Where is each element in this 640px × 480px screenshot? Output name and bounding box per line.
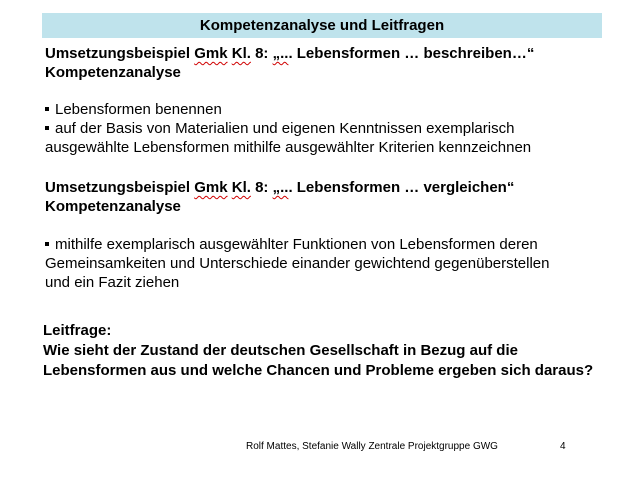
- grade-number: 8:: [250, 179, 273, 196]
- example-suffix: . Lebensformen … vergleichen“: [288, 179, 515, 196]
- analysis-label: Kompetenzanalyse: [45, 64, 181, 81]
- bullet-continuation: Gemeinsamkeiten und Unterschiede einander gewichtend gegenüberstellen: [45, 255, 550, 272]
- subject-abbrev: Gmk: [194, 179, 228, 196]
- section-vergleichen: [45, 178, 514, 216]
- footer-credit: Rolf Mattes, Stefanie Wally Zentrale Projektgruppe GWG: [246, 441, 498, 452]
- example-prefix: Umsetzungsbeispiel: [45, 179, 195, 196]
- guiding-question-label: Leitfrage:: [43, 322, 112, 339]
- guiding-question: [43, 321, 593, 381]
- bullet-square-icon: [45, 242, 49, 246]
- bullet-square-icon: [45, 107, 49, 111]
- example-suffix: . Lebensformen … beschreiben…“: [288, 45, 535, 62]
- grade-abbrev: Kl.: [231, 179, 251, 196]
- bullet-continuation: ausgewählte Lebensformen mithilfe ausgewählter Kriterien kennzeichnen: [45, 139, 532, 156]
- analysis-label: Kompetenzanalyse: [45, 198, 181, 215]
- grade-number: 8:: [250, 45, 273, 62]
- example-heading: [45, 44, 534, 63]
- quote-open: „..: [272, 45, 289, 62]
- guiding-question-line: Wie sieht der Zustand der deutschen Gesellschaft in Bezug auf die: [43, 342, 518, 359]
- bullet-square-icon: [45, 126, 49, 130]
- page-number: 4: [560, 441, 566, 452]
- section-beschreiben: [45, 44, 534, 82]
- bullet-continuation: und ein Fazit ziehen: [45, 274, 180, 291]
- bullet-text: auf der Basis von Materialien und eigenen Kenntnissen exemplarisch: [55, 120, 515, 137]
- bullet-item: [45, 119, 531, 138]
- guiding-question-line: Lebensformen aus und welche Chancen und Probleme ergeben sich daraus?: [43, 362, 594, 379]
- bullet-item: [45, 235, 550, 254]
- bullet-item: [45, 100, 531, 119]
- bullet-text: Lebensformen benennen: [55, 101, 222, 118]
- slide-title-bar: [42, 13, 602, 38]
- example-heading: [45, 178, 514, 197]
- subject-abbrev: Gmk: [194, 45, 228, 62]
- bullet-list-beschreiben: [45, 100, 531, 157]
- slide-title: Kompetenzanalyse und Leitfragen: [199, 17, 445, 34]
- bullet-list-vergleichen: [45, 235, 550, 292]
- quote-open: „..: [272, 179, 289, 196]
- example-prefix: Umsetzungsbeispiel: [45, 45, 195, 62]
- grade-abbrev: Kl.: [231, 45, 251, 62]
- bullet-text: mithilfe exemplarisch ausgewählter Funktionen von Lebensformen deren: [55, 236, 538, 253]
